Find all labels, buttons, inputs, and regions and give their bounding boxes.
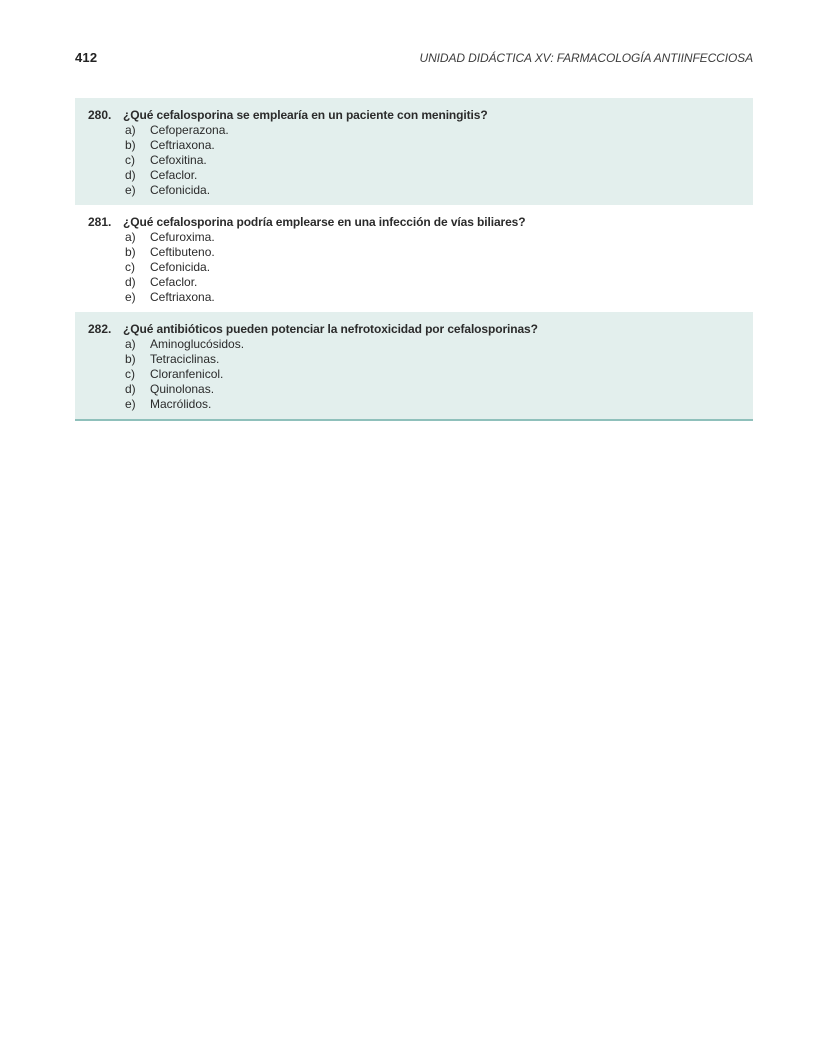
option-item	[75, 245, 743, 260]
option-text: Cefaclor.	[150, 275, 198, 289]
option-text: Cefonicida.	[150, 260, 211, 274]
option-letter: d)	[125, 168, 136, 182]
question-row	[75, 108, 743, 123]
option-item	[75, 183, 743, 198]
option-text: Cefaclor.	[150, 168, 198, 182]
option-item	[75, 275, 743, 290]
option-text: Cefonicida.	[150, 183, 211, 197]
option-text: Cefoxitina.	[150, 153, 207, 167]
option-text: Ceftriaxona.	[150, 138, 215, 152]
option-item	[75, 260, 743, 275]
question-number: 281.	[88, 215, 112, 229]
option-letter: b)	[125, 352, 136, 366]
option-letter: b)	[125, 138, 136, 152]
question-text: ¿Qué antibióticos pueden potenciar la nefrotoxicidad por cefalosporinas?	[123, 322, 538, 336]
option-text: Macrólidos.	[150, 397, 212, 411]
option-letter: d)	[125, 275, 136, 289]
questions-section	[75, 98, 753, 421]
option-item	[75, 168, 743, 183]
option-letter: e)	[125, 397, 136, 411]
question-block-282	[75, 312, 753, 421]
option-text: Tetraciclinas.	[150, 352, 220, 366]
option-item	[75, 138, 743, 153]
option-text: Cloranfenicol.	[150, 367, 224, 381]
option-text: Aminoglucósidos.	[150, 337, 245, 351]
option-item	[75, 367, 743, 382]
option-text: Ceftriaxona.	[150, 290, 215, 304]
option-text: Cefoperazona.	[150, 123, 229, 137]
option-item	[75, 290, 743, 305]
option-letter: c)	[125, 260, 135, 274]
option-letter: e)	[125, 183, 136, 197]
option-letter: a)	[125, 123, 136, 137]
question-text: ¿Qué cefalosporina podría emplearse en una infección de vías biliares?	[123, 215, 526, 229]
question-number: 282.	[88, 322, 112, 336]
option-letter: e)	[125, 290, 136, 304]
option-letter: b)	[125, 245, 136, 259]
option-text: Cefuroxima.	[150, 230, 215, 244]
option-item	[75, 397, 743, 412]
question-block-280	[75, 98, 753, 205]
option-item	[75, 153, 743, 168]
option-letter: d)	[125, 382, 136, 396]
question-number: 280.	[88, 108, 112, 122]
option-item	[75, 352, 743, 367]
option-text: Ceftibuteno.	[150, 245, 215, 259]
option-letter: c)	[125, 367, 135, 381]
option-letter: a)	[125, 337, 136, 351]
option-item	[75, 337, 743, 352]
question-row	[75, 215, 743, 230]
option-item	[75, 123, 743, 138]
option-text: Quinolonas.	[150, 382, 215, 396]
chapter-title: UNIDAD DIDÁCTICA XV: FARMACOLOGÍA ANTIINFECCIOSA	[419, 51, 753, 65]
option-item	[75, 382, 743, 397]
option-item	[75, 230, 743, 245]
option-letter: a)	[125, 230, 136, 244]
page-number: 412	[75, 50, 98, 65]
page-header	[75, 50, 753, 65]
question-block-281	[75, 205, 753, 312]
question-text: ¿Qué cefalosporina se emplearía en un paciente con meningitis?	[123, 108, 488, 122]
question-row	[75, 322, 743, 337]
option-letter: c)	[125, 153, 135, 167]
